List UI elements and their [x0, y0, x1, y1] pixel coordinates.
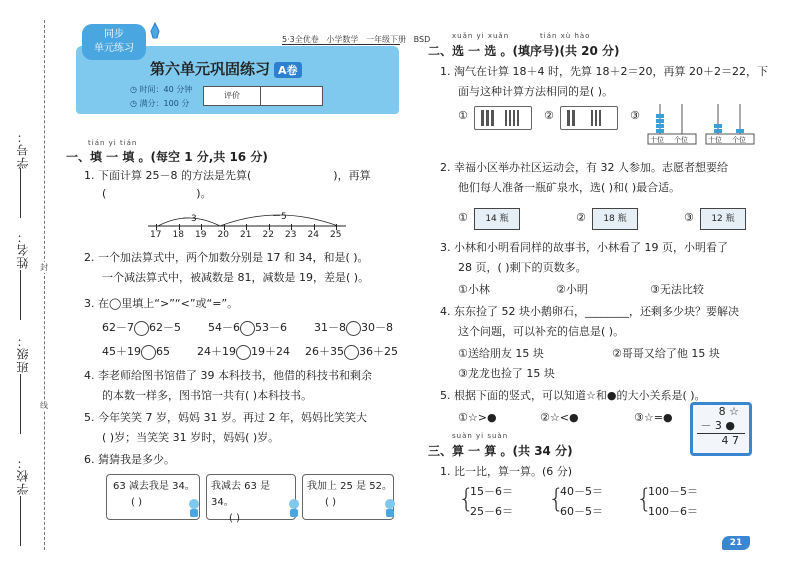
badge-line2: 单元练习: [94, 43, 134, 54]
evaluation-field[interactable]: [261, 87, 317, 105]
badge-line1: 同步: [104, 29, 124, 40]
number-line-label: 21: [240, 230, 252, 240]
q2-options: [458, 206, 758, 232]
sec1-pinyin: tián yi tián: [88, 139, 138, 147]
q1-options: [458, 106, 758, 156]
arc-label-2: －5: [272, 212, 287, 222]
compare-row-2: 45＋19 65 24＋19 19＋24 26＋35 36＋25: [102, 345, 398, 358]
subject: 小学数学: [326, 35, 359, 44]
number-line-label: 19: [195, 230, 207, 240]
school-field[interactable]: [20, 496, 21, 546]
class-field[interactable]: [20, 374, 21, 434]
q3-opt-2[interactable]: ②小明: [556, 283, 588, 296]
q2-opt-3-no[interactable]: ③: [684, 211, 694, 224]
number-line-label: 25: [330, 230, 342, 240]
series-name: 5·3全优卷: [282, 35, 319, 44]
evaluation-label: 评价: [204, 87, 261, 105]
s2-q1-line2: 面与这种计算方法相同的是( )。: [458, 85, 614, 98]
guess-answer-2[interactable]: ( ): [229, 513, 240, 524]
full-score: ◷ 满分：100 分: [130, 99, 190, 108]
s1-q1: 1. 下面计算 25－8 的方法是先算( )，再算: [84, 169, 371, 182]
compare-row-1: 62－7 62－5 54－6 53－6 31－8 30－8: [102, 321, 393, 334]
mascot-icon: [186, 498, 202, 522]
sec3-title: 三、算 一 算 。(共 34 分): [428, 444, 573, 458]
bead-sticks-icon: [560, 106, 618, 130]
water-crate-icon: 12 瓶: [700, 208, 746, 230]
q4-opt-1[interactable]: ①送给朋友 15 块: [458, 347, 544, 360]
rocket-icon: [148, 22, 162, 46]
s1-q5: 5. 今年笑笑 7 岁，妈妈 31 岁。再过 2 年，妈妈比笑笑大: [84, 411, 367, 424]
grade: 一年级下册: [366, 35, 407, 44]
q1-opt-3-no[interactable]: ③: [630, 109, 640, 122]
student-no-label: 学号：: [16, 130, 30, 169]
calc-item[interactable]: 15－6＝: [470, 485, 513, 498]
line-mark: 线: [40, 401, 48, 410]
cut-line: [44, 20, 45, 550]
calc-item[interactable]: 25－6＝: [470, 505, 513, 518]
s2-q3-line2: 28 页，( )剩下的页数多。: [458, 261, 587, 274]
s2-q2-line2: 他们每人准备一瓶矿泉水，选( )和( )最合适。: [458, 181, 681, 194]
header-rule: [282, 44, 400, 45]
calc-item[interactable]: 100－5＝: [648, 485, 698, 498]
water-crate-icon: 14 瓶: [474, 208, 520, 230]
level-badge: A卷: [274, 62, 302, 78]
s2-q2: 2. 幸福小区举办社区运动会，有 32 人参加。志愿者想要给: [440, 161, 728, 174]
s1-q4-line2: 的本数一样多，图书馆一共有( )本科技书。: [102, 389, 313, 402]
q1-opt-2-no[interactable]: ②: [544, 109, 554, 122]
mascot-icon: [382, 498, 398, 522]
class-label: 班级：: [16, 334, 30, 373]
s2-q5: 5. 根据下面的竖式，可以知道☆和●的大小关系是( )。: [440, 389, 706, 402]
q2-opt-1-no[interactable]: ①: [458, 211, 468, 224]
school-label: 学校：: [16, 456, 30, 495]
number-line-label: 24: [307, 230, 319, 240]
student-no-field[interactable]: [20, 168, 21, 218]
q5-opt-1[interactable]: ①☆>●: [458, 411, 497, 424]
number-line: [148, 208, 348, 244]
guess-card-2: 我减去 63 是 34。 ( ): [206, 474, 296, 520]
name-field[interactable]: [20, 270, 21, 320]
compare-circle[interactable]: [236, 345, 251, 360]
s2-q1: 1. 淘气在计算 18＋4 时，先算 18＋2＝20，再算 20＋2＝22，下: [440, 65, 768, 78]
s1-q2: 2. 一个加法算式中，两个加数分别是 17 和 34，和是( )。: [84, 251, 369, 264]
q5-opt-3[interactable]: ③☆=●: [634, 411, 673, 424]
s1-q4: 4. 李老师给图书馆借了 39 本科技书，他借的科技书和剩余: [84, 369, 372, 382]
calc-item[interactable]: 40－5＝: [560, 485, 603, 498]
s2-q4-line2: 这个问题，可以补充的信息是( )。: [458, 325, 625, 338]
clock-icon: ◷: [130, 85, 140, 94]
compare-circle[interactable]: [346, 321, 361, 336]
guess-answer-1[interactable]: ( ): [131, 497, 142, 508]
sec2-pinyin-1: xuǎn yi xuǎn: [452, 32, 510, 40]
q4-opt-3[interactable]: ③龙龙也捡了 15 块: [458, 367, 555, 380]
number-line-label: 18: [172, 230, 184, 240]
guess-card-3: 我加上 25 是 52。 ( ): [302, 474, 394, 520]
s2-q3: 3. 小林和小明看同样的故事书，小林看了 19 页，小明看了: [440, 241, 728, 254]
bead-sticks-icon: [474, 106, 532, 130]
sec1-title: 一、填 一 填 。(每空 1 分,共 16 分): [66, 150, 268, 164]
calc-item[interactable]: 60－5＝: [560, 505, 603, 518]
sec2-pinyin-2: tián xù hào: [540, 32, 591, 40]
number-line-label: 20: [217, 230, 229, 240]
number-line-label: 23: [285, 230, 297, 240]
s1-q1-line2: ( )。: [102, 187, 212, 200]
q1-opt-1-no[interactable]: ①: [458, 109, 468, 122]
page-number: 21: [722, 536, 750, 550]
s1-q3: 3. 在◯里填上“>”“<”或“=”。: [84, 297, 239, 310]
calc-item[interactable]: 100－6＝: [648, 505, 698, 518]
q3-opt-3[interactable]: ③无法比较: [650, 283, 704, 296]
seal-mark: 封: [40, 263, 48, 272]
q2-opt-2-no[interactable]: ②: [576, 211, 586, 224]
guess-answer-3[interactable]: ( ): [325, 497, 336, 508]
compare-circle[interactable]: [240, 321, 255, 336]
s3-q1: 1. 比一比，算一算。(6 分): [440, 465, 573, 478]
edition: BSD: [413, 35, 431, 44]
evaluation-box: [203, 86, 323, 106]
abacus-icon: 十位 个位 十位 个位: [646, 100, 756, 146]
title-text: 第六单元巩固练习: [150, 60, 271, 78]
arc-label-1: －3: [182, 214, 197, 224]
number-line-label: 17: [150, 230, 162, 240]
number-line-label: 22: [262, 230, 274, 240]
name-label: 姓名：: [16, 230, 30, 269]
q3-opt-1[interactable]: ①小林: [458, 283, 490, 296]
compare-circle[interactable]: [141, 345, 156, 360]
s1-q2-line2: 一个减法算式中，被减数是 81，减数是 19，差是( )。: [102, 271, 370, 284]
q5-opt-2[interactable]: ②☆<●: [540, 411, 579, 424]
compare-circle[interactable]: [134, 321, 149, 336]
time-limit: ◷ 时间：40 分钟: [130, 85, 193, 94]
s1-q6: 6. 猜猜我是多少。: [84, 453, 175, 466]
s1-q5-line2: ( )岁；当笑笑 31 岁时，妈妈( )岁。: [102, 431, 280, 444]
compare-circle[interactable]: [344, 345, 359, 360]
q4-opt-2[interactable]: ②哥哥又给了他 15 块: [612, 347, 720, 360]
vertical-calc-board: 8 ☆ － 3 ● 4 7: [690, 402, 752, 456]
sec2-title: 二、选 一 选 。(填序号)(共 20 分): [428, 44, 620, 58]
page-title: [150, 58, 302, 79]
binding-strip: [0, 0, 52, 565]
guess-card-1: 63 减去我是 34。 ( ): [106, 474, 200, 520]
s2-q4: 4. 东东捡了 52 块小鹅卵石，________，还剩多少块？要解决: [440, 305, 739, 318]
sec3-pinyin: suàn yi suàn: [452, 432, 509, 440]
water-crate-icon: 18 瓶: [592, 208, 638, 230]
mascot-icon: [286, 498, 302, 522]
sync-badge: [82, 24, 146, 60]
score-icon: ◷: [130, 99, 140, 108]
